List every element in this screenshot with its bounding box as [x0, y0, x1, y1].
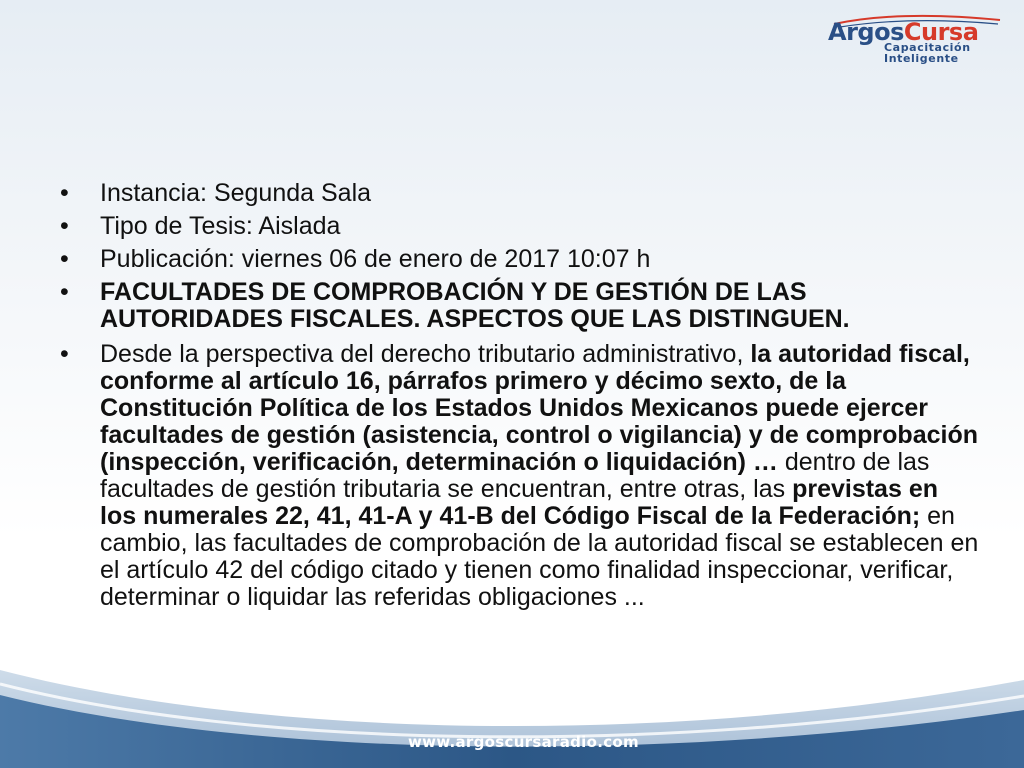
bullet-tipo-tesis: [60, 213, 980, 240]
body-part2-bold: la autoridad fiscal, conforme al artículo 16, párrafos primero y décimo sexto, de la Constitución Política de los Estados Unidos Mexicanos puede ejercer facultades de gestión (asistencia, control o vigilancia) y de comprobación (inspección, verificación, determinación o liquidación) …: [100, 340, 978, 476]
bullet-dot-icon: •: [60, 179, 69, 207]
body-part1: Desde la perspectiva del derecho tributario administrativo,: [100, 340, 751, 368]
logo-tagline-line1: Capacitación: [884, 41, 971, 54]
bullet-dot-icon: •: [60, 212, 69, 240]
logo-tagline-line2: Inteligente: [884, 52, 959, 65]
bullet-body-text: [60, 341, 980, 611]
logo-brand-cursa: Cursa: [903, 18, 979, 46]
bullet-text: Tipo de Tesis: Aislada: [100, 212, 341, 240]
bullet-list: [60, 180, 980, 617]
logo-tagline: [884, 42, 971, 64]
body-part4-bold: previstas en los numerales 22, 41, 41-A y 41-B del Código Fiscal de la Federación;: [100, 475, 938, 530]
bullet-publicacion: [60, 246, 980, 273]
bullet-instancia: [60, 180, 980, 207]
body-part5: en cambio, las facultades de comprobación de la autoridad fiscal se establecen en el artículo 42 del código citado y tienen como finalidad inspeccionar, verificar, determinar o liquidar las referidas obligaciones ...: [100, 502, 979, 611]
argoscursa-logo: [828, 14, 1008, 66]
body-part3: dentro de las facultades de gestión tributaria se encuentran, entre otras, las: [100, 448, 930, 503]
bullet-dot-icon: •: [60, 340, 69, 368]
bullet-dot-icon: •: [60, 278, 69, 306]
bullet-text: Instancia: Segunda Sala: [100, 179, 372, 207]
logo-brand-argos: Argos: [828, 18, 904, 46]
bullet-text: Publicación: viernes 06 de enero de 2017 10:07 h: [100, 245, 651, 273]
thesis-heading: FACULTADES DE COMPROBACIÓN Y DE GESTIÓN DE LAS AUTORIDADES FISCALES. ASPECTOS QUE LAS DISTINGUEN.: [100, 278, 850, 333]
bullet-rubro: [60, 279, 980, 333]
footer-website-url[interactable]: www.argoscursaradio.com: [408, 733, 639, 751]
bullet-dot-icon: •: [60, 245, 69, 273]
